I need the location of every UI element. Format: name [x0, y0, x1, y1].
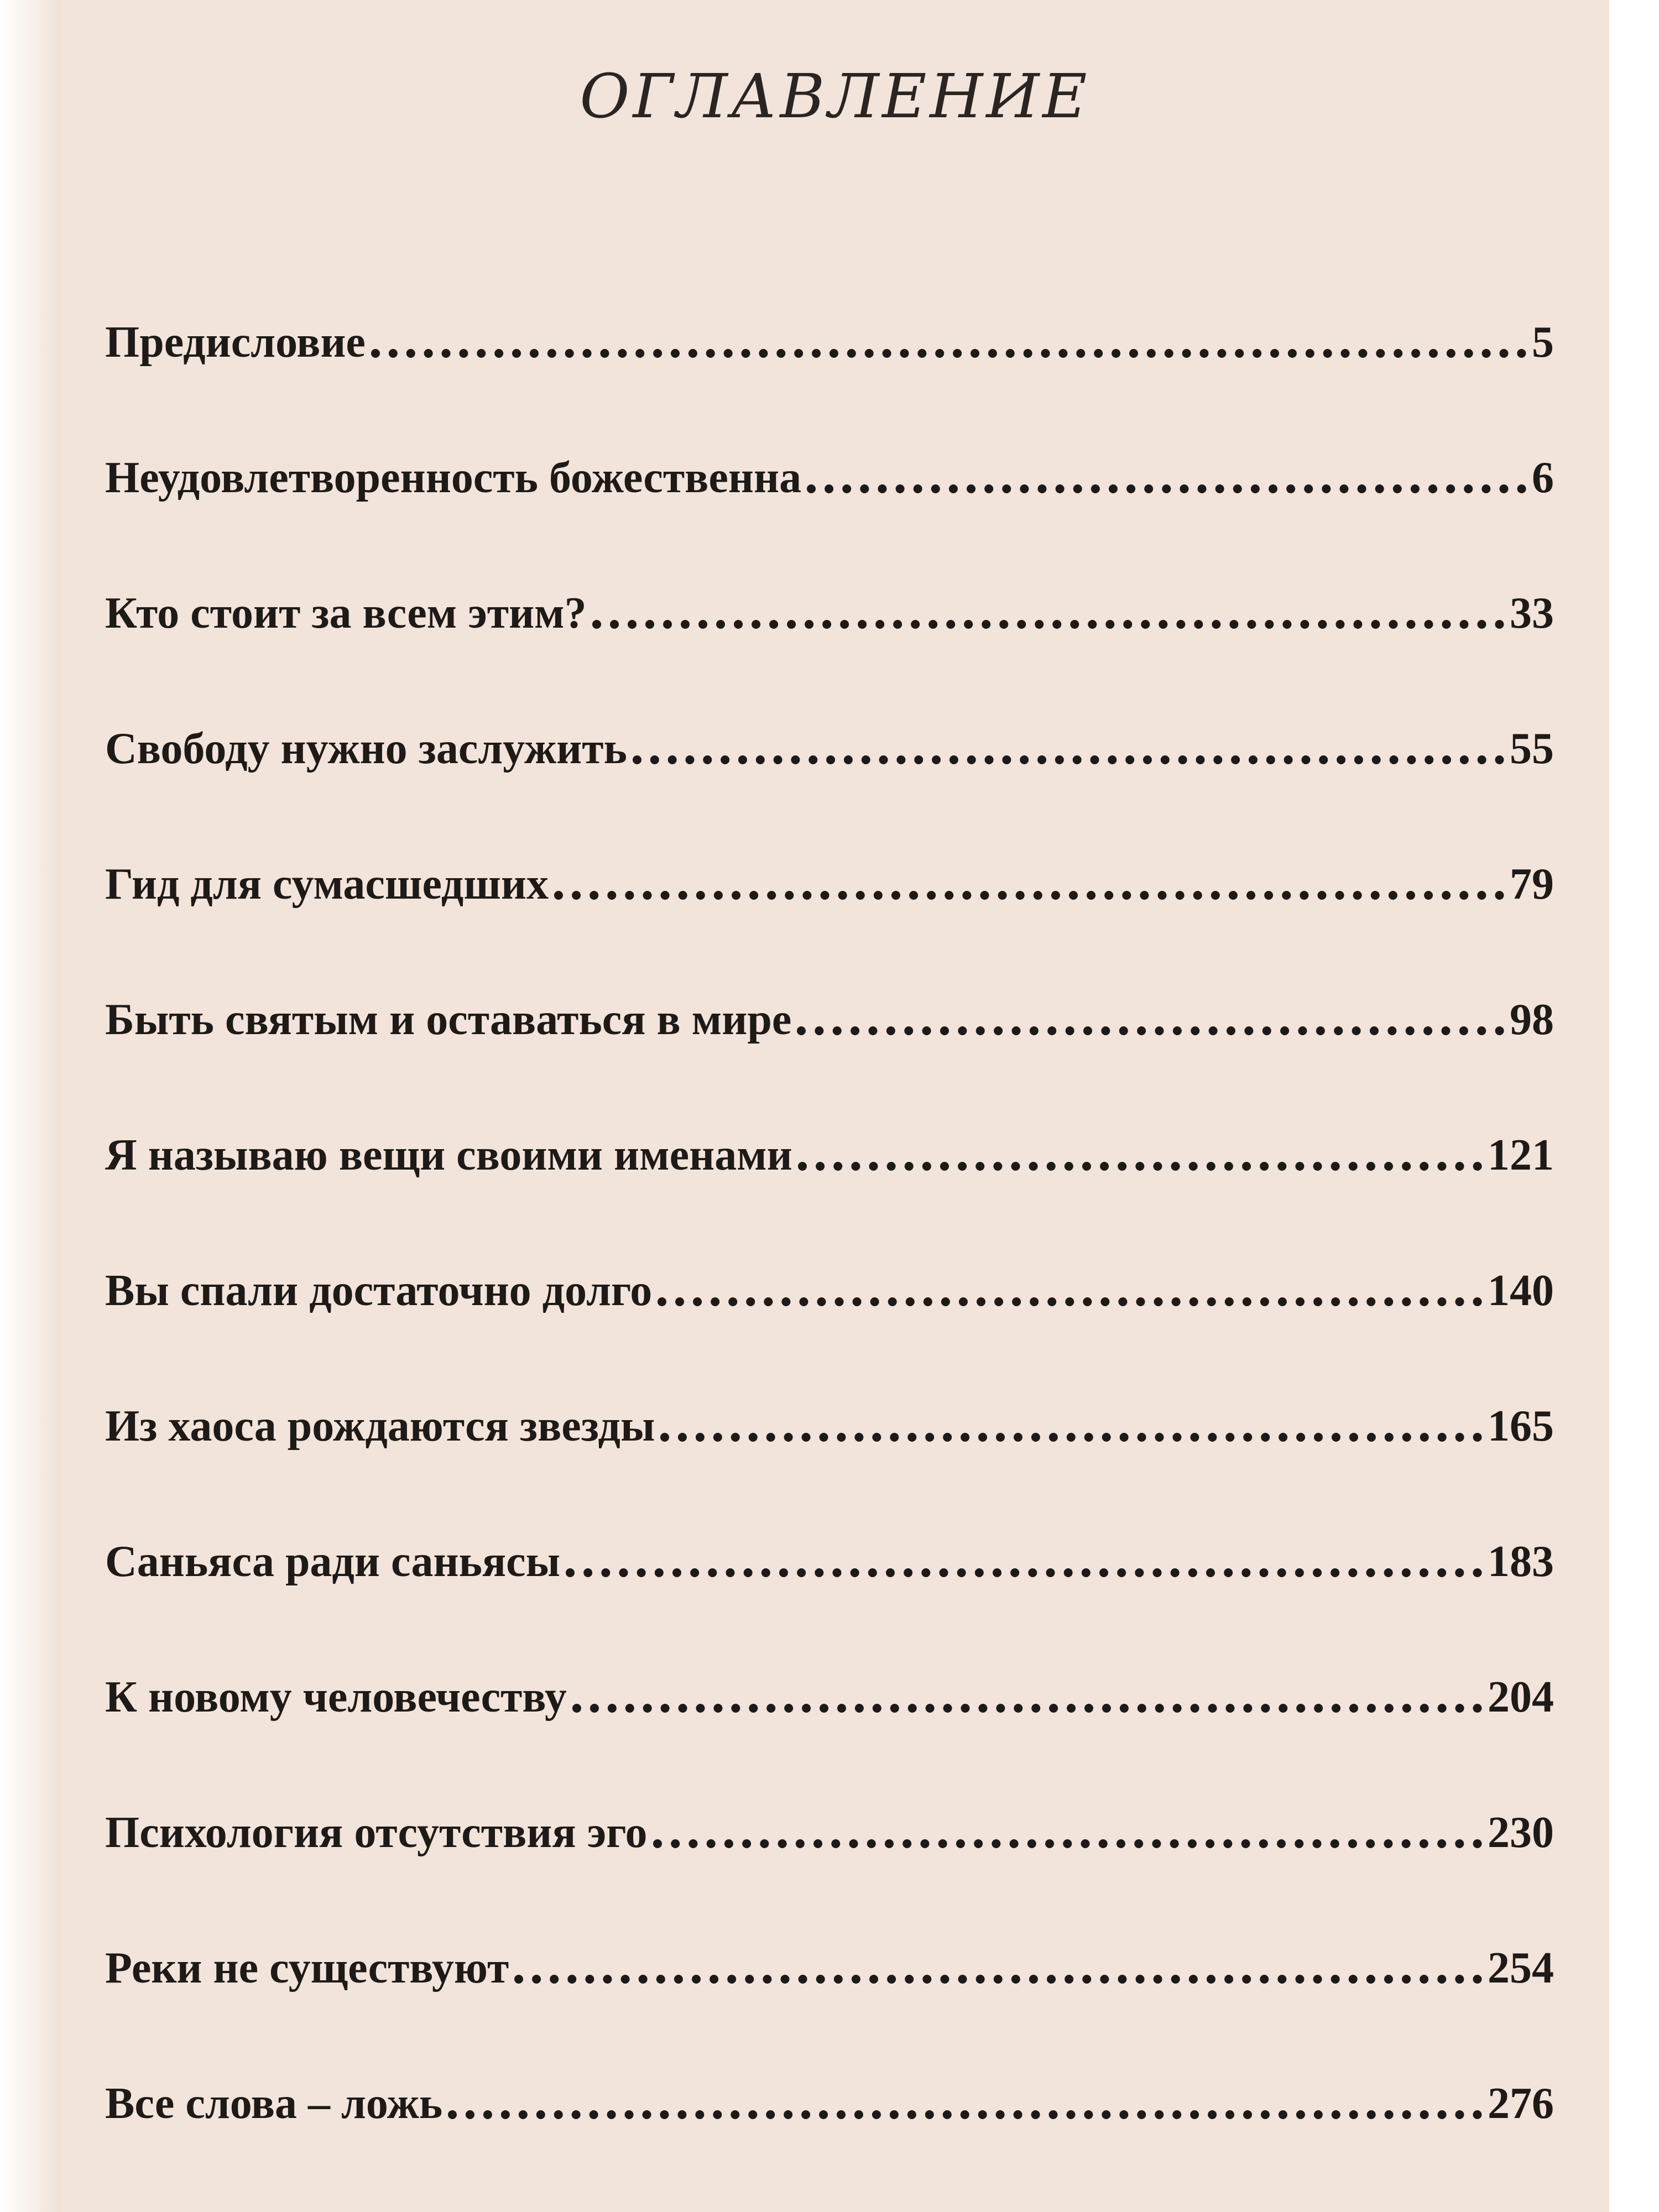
dot-leader: [448, 2110, 1482, 2119]
toc-entry-title: К новому человечеству: [105, 1673, 567, 1721]
dot-leader: [797, 1026, 1504, 1035]
toc-entry-page: 98: [1510, 995, 1554, 1044]
dot-leader: [566, 1568, 1482, 1577]
dot-leader: [660, 1433, 1482, 1442]
toc-entry-page: 254: [1488, 1944, 1554, 1992]
toc-entry: [105, 708, 1554, 774]
toc-entry: [105, 1114, 1554, 1181]
dot-leader: [798, 1162, 1482, 1171]
toc-entry-title: Свободу нужно заслужить: [105, 724, 627, 773]
dot-leader: [572, 1704, 1482, 1713]
toc-entry-page: 230: [1488, 1808, 1554, 1857]
toc-entry: [105, 979, 1554, 1045]
toc-entry-title: Быть святым и оставаться в мире: [105, 995, 792, 1044]
dot-leader: [653, 1839, 1482, 1848]
dot-leader: [807, 484, 1526, 493]
toc-entry: [105, 1521, 1554, 1587]
dot-leader: [633, 755, 1504, 764]
toc-entry-title: Я называю вещи своими именами: [105, 1131, 792, 1180]
toc-entry: [105, 843, 1554, 910]
toc-entry-page: 276: [1488, 2079, 1554, 2128]
toc-entry-title: Реки не существуют: [105, 1944, 509, 1992]
dot-leader: [371, 349, 1526, 358]
toc-entry: [105, 1927, 1554, 1994]
toc-entry: [105, 1250, 1554, 1316]
toc-entry-title: Вы спали достаточно долго: [105, 1266, 653, 1315]
page-edge: [0, 0, 61, 2212]
toc-entry-title: Предисловие: [105, 318, 366, 367]
toc-entry-page: 140: [1488, 1266, 1554, 1315]
toc-entry: [105, 2063, 1554, 2129]
toc-entry-title: Саньяса ради саньясы: [105, 1537, 561, 1586]
dot-leader: [514, 1975, 1482, 1984]
toc-entry: [105, 572, 1554, 639]
dot-leader: [658, 1297, 1482, 1306]
toc-entry-page: 5: [1532, 318, 1554, 367]
toc-entry-title: Неудовлетворенность божественна: [105, 453, 802, 502]
toc-entry-page: 183: [1488, 1537, 1554, 1586]
page-title: ОГЛАВЛЕНИЕ: [580, 61, 1091, 132]
dot-leader: [554, 891, 1504, 900]
toc-entry-page: 165: [1488, 1402, 1554, 1451]
toc-entry-page: 121: [1488, 1131, 1554, 1180]
toc-entry: [105, 1792, 1554, 1858]
toc-entry-page: 33: [1510, 589, 1554, 638]
book-page: [61, 0, 1609, 2212]
toc-entry: [105, 1385, 1554, 1452]
toc-entry-title: Гид для сумасшедших: [105, 860, 549, 909]
toc-entry-title: Из хаоса рождаются звезды: [105, 1402, 655, 1451]
toc-entry-page: 6: [1532, 453, 1554, 502]
toc-entry: [105, 437, 1554, 503]
toc-entry: [105, 301, 1554, 368]
toc-entry-page: 55: [1510, 724, 1554, 773]
toc-entry-title: Все слова – ложь: [105, 2079, 443, 2128]
toc-entry-page: 204: [1488, 1673, 1554, 1721]
toc-entry: [105, 1656, 1554, 1723]
toc-entry-page: 79: [1510, 860, 1554, 909]
dot-leader: [592, 620, 1504, 629]
toc-entry-title: Психология отсутствия эго: [105, 1808, 648, 1857]
toc-entry-title: Кто стоит за всем этим?: [105, 589, 587, 638]
